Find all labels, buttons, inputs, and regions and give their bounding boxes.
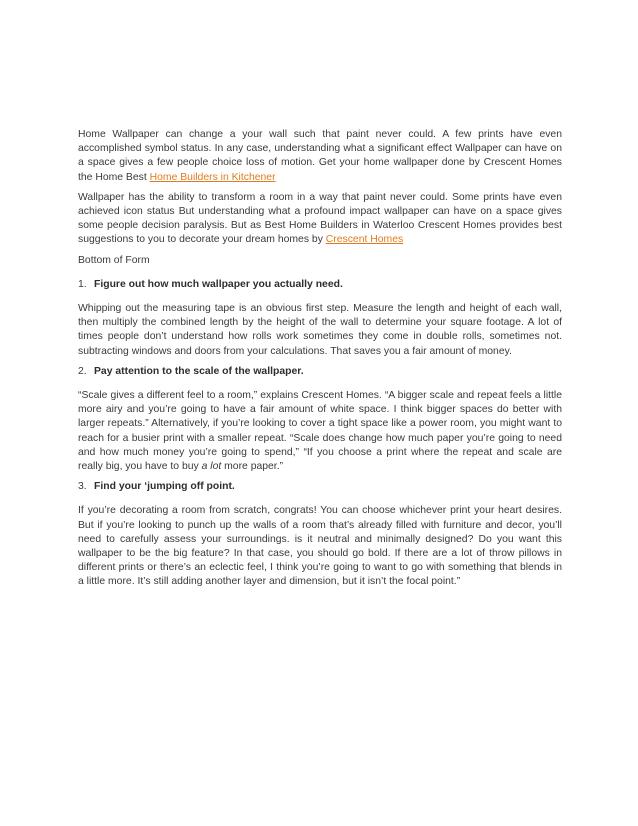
section-1-body: Whipping out the measuring tape is an obvious first step. Measure the length and height of each wall, then multiply the combined length by the height of the wall to determine your square footage. A lot of times people don’t understand how rolls work sometimes they come in double rolls, sometimes not. subtracting windows and doors from your calculations. That saves you a fair amount of money. xyxy=(78,303,562,357)
document-page xyxy=(78,128,562,596)
section-2-body-end: more paper.” xyxy=(221,461,284,473)
section-2-body-text: “Scale gives a different feel to a room,” explains Crescent Homes. “A bigger scale and repeat feels a little more airy and you’re going to have a fair amount of white space. I think bigger spaces do better with larger repeats.” Alternatively, if you’re looking to cover a tight space like a power room, you might want to reach for a busier print with a smaller repeat. “Scale does change how much paper you’re going to need and how much money you’re going to spend,” “If you choose a print where the repeat and scale are really big, you have to buy xyxy=(78,390,562,473)
intro-paragraph-1-text: Home Wallpaper can change a your wall such that paint never could. A few prints have even accomplished symbol status. In any case, understanding what a significant effect Wallpaper can have on a space gives a few people choice loss of motion. Get your home wallpaper done by Crescent Homes the Home Best xyxy=(78,129,562,183)
section-2-body xyxy=(78,389,562,474)
section-1-title: Figure out how much wallpaper you actually need. xyxy=(94,278,343,290)
bottom-of-form-label: Bottom of Form xyxy=(78,254,150,266)
section-3-body: If you’re decorating a room from scratch, congrats! You can choose whichever print your heart desires. But if you’re looking to punch up the walls of a room that’s already filled with furniture and decor, you’ll need to carefully assess your surroundings. is it neutral and minimally designed? Do you want this wallpaper to be the big feature? In that case, you should go bold. If there are a lot of throw pillows in different prints or there’s an eclectic feel, I think you’re going to want to go with something that blends in a little more. It’s still adding another layer and dimension, but it isn’t the focal point.” xyxy=(78,505,562,588)
intro-paragraph-2 xyxy=(78,191,562,248)
intro-paragraph-1 xyxy=(78,128,562,185)
crescent-homes-link[interactable]: Crescent Homes xyxy=(325,234,404,246)
section-2-number: 2. xyxy=(78,365,87,377)
section-1-heading xyxy=(78,278,562,292)
section-3-heading xyxy=(78,480,562,494)
intro-paragraph-2-text: Wallpaper has the ability to transform a room in a way that paint never could. Some prints have even achieved icon status But understanding what a profound impact wallpaper can have on a space gives some people decision paralysis. But as Best Home Builders in Waterloo Crescent Homes provides best suggestions to you to decorate your dream homes by xyxy=(78,191,562,246)
section-3-number: 3. xyxy=(78,481,87,493)
section-1-number: 1. xyxy=(78,278,87,290)
section-2-heading xyxy=(78,365,562,379)
section-2-title: Pay attention to the scale of the wallpaper. xyxy=(94,365,304,377)
section-3-title: Find your ‘jumping off point. xyxy=(94,481,235,493)
section-2-emphasis: a lot xyxy=(201,461,222,473)
home-builders-kitchener-link[interactable]: Home Builders in Kitchener xyxy=(149,171,276,183)
